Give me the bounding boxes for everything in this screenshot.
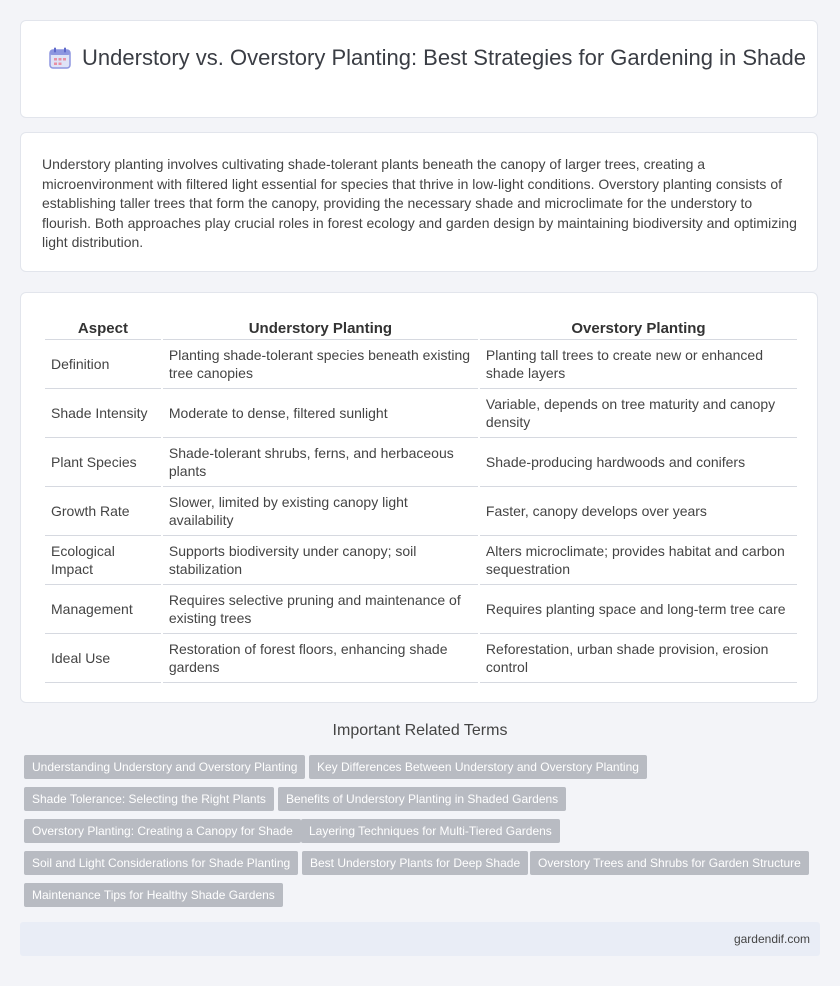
- cell-understory: Restoration of forest floors, enhancing shade gardens: [163, 634, 478, 683]
- table-row: [45, 585, 797, 634]
- related-term-tag[interactable]: Key Differences Between Understory and Overstory Planting: [309, 755, 647, 779]
- cell-overstory: Reforestation, urban shade provision, erosion control: [480, 634, 797, 683]
- cell-overstory: Requires planting space and long-term tree care: [480, 585, 797, 634]
- cell-aspect: Ecological Impact: [45, 536, 161, 585]
- table-row: [45, 536, 797, 585]
- related-term-tag[interactable]: Best Understory Plants for Deep Shade: [302, 851, 528, 875]
- related-term-tag[interactable]: Overstory Trees and Shrubs for Garden Structure: [530, 851, 809, 875]
- related-term-tag[interactable]: Understanding Understory and Overstory Planting: [24, 755, 305, 779]
- cell-aspect: Ideal Use: [45, 634, 161, 683]
- related-term-tag[interactable]: Shade Tolerance: Selecting the Right Plants: [24, 787, 274, 811]
- related-term-tag[interactable]: Maintenance Tips for Healthy Shade Gardens: [24, 883, 283, 907]
- header-aspect: Aspect: [45, 315, 161, 340]
- intro-card: [20, 132, 818, 272]
- cell-understory: Shade-tolerant shrubs, ferns, and herbaceous plants: [163, 438, 478, 487]
- footer-site-link[interactable]: gardendif.com: [733, 932, 810, 946]
- comparison-card: [20, 292, 818, 703]
- table-row: [45, 438, 797, 487]
- cell-aspect: Shade Intensity: [45, 389, 161, 438]
- cell-understory: Slower, limited by existing canopy light availability: [163, 487, 478, 536]
- related-terms-heading: Important Related Terms: [332, 722, 508, 739]
- intro-paragraph: Understory planting involves cultivating shade-tolerant plants beneath the canopy of larger trees, creating a microenvironment with filtered light essential for species that thrive in low-light conditions. Overstory planting consists of establishing taller trees that form the canopy, providing the necessary shade and microclimate for the understory to flourish. Both approaches play crucial roles in forest ecology and garden design by maintaining biodiversity and optimizing light distribution.: [42, 156, 797, 250]
- title-card: [20, 20, 818, 118]
- related-term-tag[interactable]: Layering Techniques for Multi-Tiered Gardens: [301, 819, 560, 843]
- footer: [20, 922, 820, 956]
- table-row: [45, 389, 797, 438]
- related-term-tag[interactable]: Overstory Planting: Creating a Canopy for Shade: [24, 819, 301, 843]
- cell-overstory: Alters microclimate; provides habitat and carbon sequestration: [480, 536, 797, 585]
- cell-aspect: Management: [45, 585, 161, 634]
- related-term-tag[interactable]: Soil and Light Considerations for Shade Planting: [24, 851, 298, 875]
- header-overstory: Overstory Planting: [480, 315, 797, 340]
- cell-understory: Planting shade-tolerant species beneath existing tree canopies: [163, 340, 478, 389]
- table-header-row: [45, 315, 797, 340]
- table-row: [45, 634, 797, 683]
- cell-understory: Requires selective pruning and maintenance of existing trees: [163, 585, 478, 634]
- cell-overstory: Shade-producing hardwoods and conifers: [480, 438, 797, 487]
- cell-overstory: Faster, canopy develops over years: [480, 487, 797, 536]
- cell-aspect: Plant Species: [45, 438, 161, 487]
- cell-understory: Supports biodiversity under canopy; soil stabilization: [163, 536, 478, 585]
- cell-aspect: Growth Rate: [45, 487, 161, 536]
- cell-aspect: Definition: [45, 340, 161, 389]
- page-title: Understory vs. Overstory Planting: Best Strategies for Gardening in Shade: [82, 45, 806, 70]
- cell-overstory: Variable, depends on tree maturity and canopy density: [480, 389, 797, 438]
- table-row: [45, 487, 797, 536]
- table-row: [45, 340, 797, 389]
- comparison-table: [43, 315, 799, 683]
- related-term-tag[interactable]: Benefits of Understory Planting in Shaded Gardens: [278, 787, 566, 811]
- cell-understory: Moderate to dense, filtered sunlight: [163, 389, 478, 438]
- header-understory: Understory Planting: [163, 315, 478, 340]
- cell-overstory: Planting tall trees to create new or enhanced shade layers: [480, 340, 797, 389]
- calendar-icon: [49, 47, 71, 69]
